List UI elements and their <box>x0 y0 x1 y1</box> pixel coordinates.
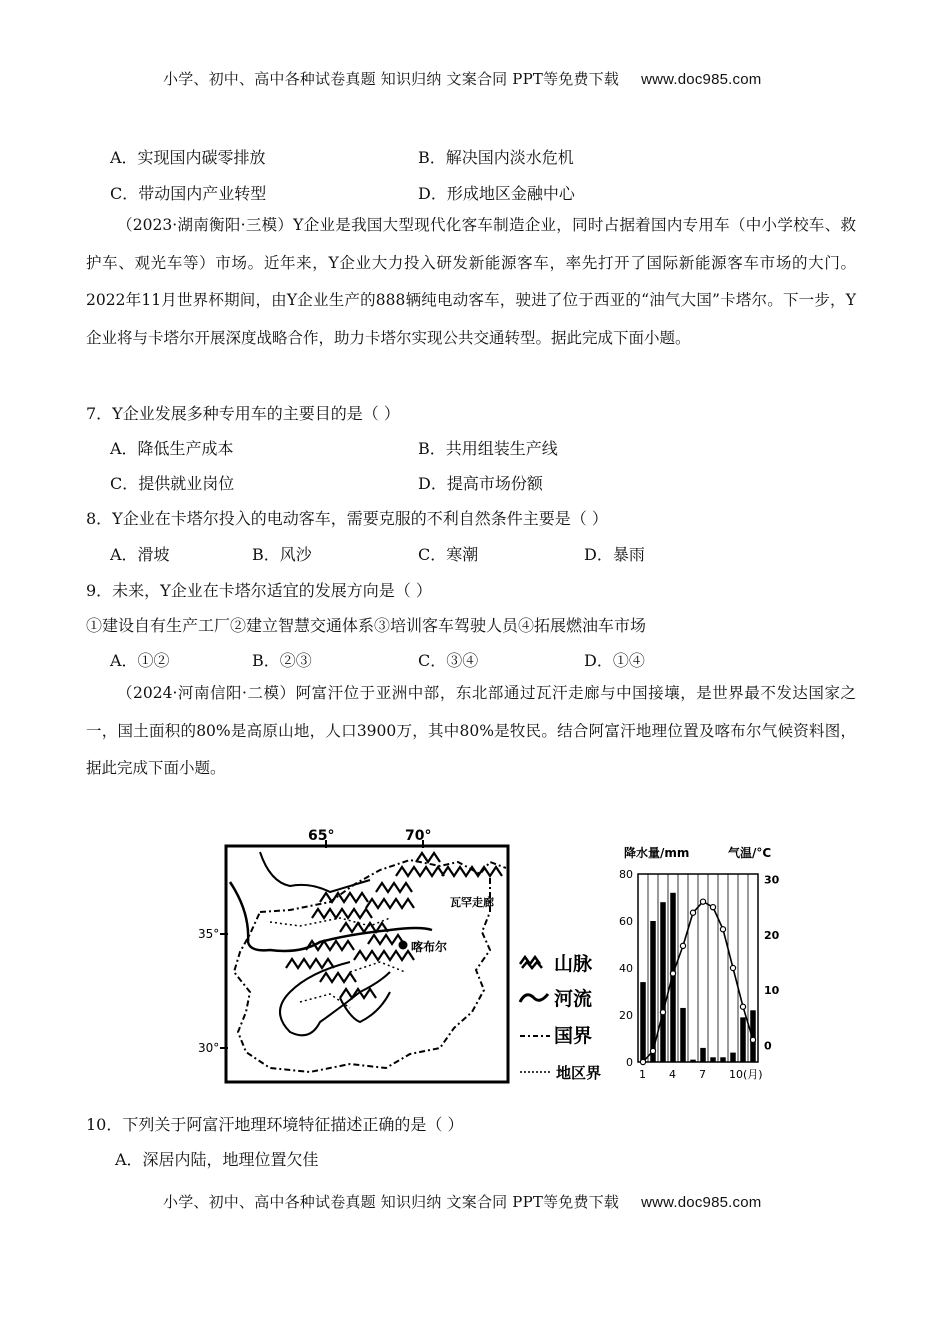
precip-bar-month-8 <box>710 1057 716 1062</box>
q7-stem: 7．Y企业发展多种专用车的主要目的是（ ） <box>86 404 400 423</box>
y-left-tick-80: 80 <box>619 868 633 881</box>
x-tick-10: 10(月) <box>729 1068 763 1081</box>
precip-bar-month-11 <box>740 1017 746 1062</box>
passage-1: （2023·湖南衡阳·三模）Y企业是我国大型现代化客车制造企业，同时占据着国内专用车（中小学校车、救护车、观光车等）市场。近年来，Y企业大力投入研发新能源客车，率先打开了国际新能源客车市场的大门。2022年11月世界杯期间，由Y企业生产的888辆纯电动客车，驶进了位于西亚的“油气大国”卡塔尔。下一步，Y企业将与卡塔尔开展深度战略合作，助力卡塔尔实现公共交通转型。据此完成下面小题。 <box>86 216 856 347</box>
temp-point-month-8 <box>710 905 715 910</box>
q7-option-a: A．降低生产成本 <box>110 439 234 458</box>
precip-bar-month-6 <box>690 1060 696 1062</box>
y-right-tick-30: 30 <box>764 873 780 887</box>
q6-option-a: A．实现国内碳零排放 <box>110 148 266 167</box>
precip-bar-month-4 <box>670 893 676 1062</box>
chart-ylabel-left: 降水量/mm <box>624 846 690 860</box>
legend-river-label: 河流 <box>554 988 593 1010</box>
kabul-marker <box>399 941 408 950</box>
lat-label-30: 30° <box>198 1041 220 1055</box>
q7-option-c: C．提供就业岗位 <box>110 474 235 493</box>
chart-grid <box>638 874 758 1062</box>
temp-point-month-10 <box>730 965 735 970</box>
precip-bar-month-3 <box>660 902 666 1062</box>
header-text: 小学、初中、高中各种试卷真题 知识归纳 文案合同 PPT等免费下载 <box>163 70 620 88</box>
q9-option-c: C．③④ <box>418 651 479 670</box>
lat-label-35: 35° <box>198 927 220 941</box>
q9-option-a: A．①② <box>110 651 170 670</box>
mountain-ranges <box>286 853 502 998</box>
page-header <box>163 68 761 89</box>
afghanistan-map <box>190 822 620 1087</box>
chart-ylabel-right: 气温/°C <box>728 846 772 860</box>
q8-option-a: A．滑坡 <box>110 545 170 564</box>
precip-bar-month-1 <box>640 982 646 1062</box>
q6-option-b: B．解决国内淡水危机 <box>418 148 574 167</box>
temp-point-month-7 <box>700 899 705 904</box>
legend-border-label: 国界 <box>554 1025 593 1047</box>
y-left-tick-0: 0 <box>626 1056 633 1069</box>
footer-url[interactable]: www.doc985.com <box>641 1194 762 1211</box>
y-right-tick-10: 10 <box>764 984 780 998</box>
river-3 <box>280 962 390 1035</box>
y-left-tick-60: 60 <box>619 915 633 928</box>
lon-label-65: 65° <box>308 828 335 844</box>
q8-stem: 8．Y企业在卡塔尔投入的电动客车，需要克服的不利自然条件主要是（ ） <box>86 509 608 528</box>
map-legend <box>520 953 601 1082</box>
precip-bar-month-7 <box>700 1048 706 1062</box>
precip-bar-month-9 <box>720 1057 726 1062</box>
passage-2: （2024·河南信阳·二模）阿富汗位于亚洲中部，东北部通过瓦汗走廊与中国接壤，是世界最不发达国家之一，国土面积的80%是高原山地，人口3900万，其中80%是牧民。结合阿富汗地理位置及喀布尔气候资料图，据此完成下面小题。 <box>86 684 856 777</box>
temp-point-month-12 <box>750 1037 755 1042</box>
temp-point-month-11 <box>740 1004 745 1009</box>
q9-option-d: D．①④ <box>584 651 645 670</box>
x-tick-7: 7 <box>699 1068 706 1081</box>
temp-point-month-2 <box>650 1048 655 1053</box>
y-left-tick-40: 40 <box>619 962 633 975</box>
kabul-label: 喀布尔 <box>411 940 448 954</box>
x-tick-4: 4 <box>669 1068 676 1081</box>
q7-option-d: D．提高市场份额 <box>418 474 543 493</box>
q9-items: ①建设自有生产工厂②建立智慧交通体系③培训客车驾驶人员④拓展燃油车市场 <box>86 616 647 635</box>
temp-point-month-5 <box>680 943 685 948</box>
temp-point-month-9 <box>720 927 725 932</box>
header-url[interactable]: www.doc985.com <box>641 71 762 88</box>
precip-bar-month-10 <box>730 1053 736 1062</box>
kabul-climate-chart <box>612 842 792 1088</box>
temp-point-month-3 <box>660 1010 665 1015</box>
q10-option-a: A．深居内陆，地理位置欠佳 <box>115 1150 319 1169</box>
q9-stem: 9．未来，Y企业在卡塔尔适宜的发展方向是（ ） <box>86 581 432 600</box>
temp-point-month-4 <box>670 971 675 976</box>
legend-mountain-label: 山脉 <box>554 953 593 975</box>
q6-option-d: D．形成地区金融中心 <box>418 184 575 203</box>
y-left-tick-20: 20 <box>619 1009 633 1022</box>
legend-region-label: 地区界 <box>556 1064 602 1082</box>
lon-label-70: 70° <box>405 828 432 844</box>
x-tick-1: 1 <box>639 1068 646 1081</box>
page-footer <box>163 1191 761 1212</box>
q10-stem: 10．下列关于阿富汗地理环境特征描述正确的是（ ） <box>86 1115 464 1134</box>
precip-bar-month-5 <box>680 1008 686 1062</box>
legend-river-icon <box>520 994 548 1002</box>
y-right-tick-20: 20 <box>764 928 780 942</box>
temp-point-month-6 <box>690 910 695 915</box>
q8-option-c: C．寒潮 <box>418 545 479 564</box>
y-right-tick-0: 0 <box>764 1039 772 1053</box>
q7-option-b: B．共用组装生产线 <box>418 439 558 458</box>
q8-option-b: B．风沙 <box>252 545 312 564</box>
q9-option-b: B．②③ <box>252 651 312 670</box>
q6-option-c: C．带动国内产业转型 <box>110 184 267 203</box>
q8-option-d: D．暴雨 <box>584 545 645 564</box>
footer-text: 小学、初中、高中各种试卷真题 知识归纳 文案合同 PPT等免费下载 <box>163 1193 620 1211</box>
temp-point-month-1 <box>640 1059 645 1064</box>
wakhan-corridor-label: 瓦罕走廊 <box>450 896 494 909</box>
